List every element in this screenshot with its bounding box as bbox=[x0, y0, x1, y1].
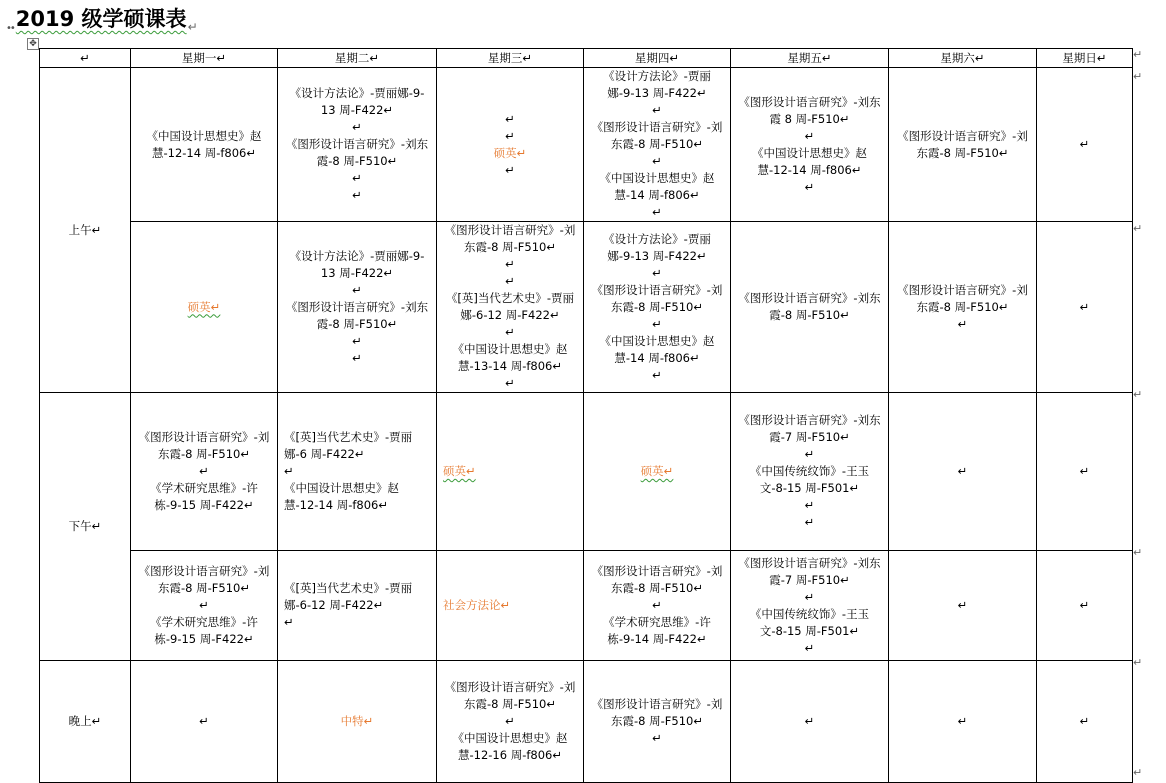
cell-line: ↵ bbox=[804, 515, 815, 529]
cell-morning2-saturday bbox=[889, 222, 1037, 393]
cell-line: 社会方法论↵ bbox=[443, 598, 511, 612]
cell-line: ↵ bbox=[352, 171, 362, 185]
cell-line: ↵ bbox=[804, 179, 815, 194]
cell-line: 《中国传统纹饰》-王玉文-8-15 周-F501↵ bbox=[749, 606, 870, 638]
period-morning: 上午↵ bbox=[40, 68, 131, 393]
cell-evening-friday bbox=[731, 661, 889, 783]
cell-line: ↵ bbox=[957, 316, 968, 331]
cell-line: 《中国设计思想史》赵慧-13-14 周-f806↵ bbox=[452, 342, 568, 373]
cell-afternoon2-friday bbox=[731, 551, 889, 661]
cell-afternoon1-friday bbox=[731, 393, 889, 551]
cell-line: 《图形设计语言研究》-刘东霞-8 周-F510↵ bbox=[138, 430, 270, 461]
cell-line: 《图形设计语言研究》-刘东霞-8 周-F510↵ bbox=[444, 680, 576, 711]
cell-line: ↵ bbox=[505, 162, 515, 177]
header-sunday: 星期日↵ bbox=[1037, 49, 1133, 68]
row-end-mark: ↵ bbox=[1133, 546, 1143, 559]
cell-afternoon2-wednesday bbox=[437, 551, 584, 661]
cell-line: 《[英]当代艺术史》-贾丽娜-6-12 周-F422↵ bbox=[284, 581, 413, 612]
cell-line: 《图形设计语言研究》-刘东霞-8 周-F510↵ bbox=[897, 282, 1028, 314]
paragraph-mark-dots: •• bbox=[6, 23, 14, 34]
cell-line: ↵ bbox=[1079, 464, 1090, 478]
cell-line: ↵ bbox=[199, 598, 209, 612]
cell-line: 《[英]当代艺术史》-贾丽娜-6-12 周-F422↵ bbox=[445, 291, 575, 322]
cell-morning1-thursday bbox=[584, 68, 731, 222]
cell-evening-tuesday bbox=[278, 661, 437, 783]
period-afternoon: 下午↵ bbox=[40, 393, 131, 661]
cell-line: ↵ bbox=[284, 615, 294, 629]
cell-afternoon1-wednesday bbox=[437, 393, 584, 551]
cell-line: 《图形设计语言研究》-刘东霞-8 周-F510↵ bbox=[591, 564, 723, 595]
cell-line: 硕英↵ bbox=[187, 299, 221, 314]
cell-line: 《中国设计思想史》赵慧-14 周-f806↵ bbox=[599, 333, 715, 365]
cell-line: ↵ bbox=[652, 316, 662, 331]
cell-line: ↵ bbox=[352, 282, 362, 297]
cell-evening-thursday bbox=[584, 661, 731, 783]
header-thursday: 星期四↵ bbox=[584, 49, 731, 68]
cell-line: ↵ bbox=[957, 598, 968, 612]
header-saturday: 星期六↵ bbox=[889, 49, 1037, 68]
header-monday: 星期一↵ bbox=[131, 49, 278, 68]
cell-line: 《中国设计思想史》赵慧-14 周-f806↵ bbox=[599, 171, 715, 202]
cell-line: ↵ bbox=[505, 128, 515, 143]
cell-line: ↵ bbox=[652, 598, 662, 612]
cell-morning1-wednesday bbox=[437, 68, 584, 222]
cell-line: ↵ bbox=[957, 464, 968, 478]
cell-afternoon2-sunday bbox=[1037, 551, 1133, 661]
cell-morning1-friday bbox=[731, 68, 889, 222]
row-end-mark: ↵ bbox=[1133, 222, 1143, 235]
cell-line: 《设计方法论》-贾丽娜-9-13 周-F422↵ bbox=[289, 86, 425, 117]
page-title: 2019 级学硕课表 bbox=[15, 7, 187, 31]
cell-line: ↵ bbox=[505, 325, 515, 339]
cell-afternoon2-monday bbox=[131, 551, 278, 661]
cell-line: ↵ bbox=[804, 128, 815, 143]
cell-line: 《中国传统纹饰》-王玉文-8-15 周-F501↵ bbox=[749, 464, 870, 495]
cell-evening-saturday bbox=[889, 661, 1037, 783]
cell-line: ↵ bbox=[652, 731, 662, 745]
cell-evening-wednesday bbox=[437, 661, 584, 783]
cell-evening-monday bbox=[131, 661, 278, 783]
cell-line: ↵ bbox=[1079, 299, 1090, 314]
cell-line: ↵ bbox=[652, 205, 662, 219]
cell-line: 《学术研究思维》-许栋-9-15 周-F422↵ bbox=[150, 481, 258, 512]
cell-afternoon1-tuesday bbox=[278, 393, 437, 551]
cell-line: 《图形设计语言研究》-刘东霞-8 周-F510↵ bbox=[285, 137, 429, 168]
header-corner: ↵ bbox=[40, 49, 131, 68]
cell-line: 《图形设计语言研究》-刘东霞-8 周-F510↵ bbox=[738, 291, 881, 322]
cell-line: 硕英↵ bbox=[640, 464, 674, 478]
cell-afternoon1-saturday bbox=[889, 393, 1037, 551]
cell-line: 《图形设计语言研究》-刘东霞-8 周-F510↵ bbox=[591, 697, 723, 728]
cell-morning1-tuesday bbox=[278, 68, 437, 222]
row-end-mark: ↵ bbox=[1133, 766, 1143, 779]
cell-line: 《设计方法论》-贾丽娜-9-13 周-F422↵ bbox=[603, 69, 711, 100]
cell-line: ↵ bbox=[352, 188, 362, 202]
cell-line: 《中国设计思想史》赵慧-12-14 周-f806↵ bbox=[284, 481, 399, 512]
cell-line: 《图形设计语言研究》-刘东霞-7 周-F510↵ bbox=[738, 413, 881, 444]
cell-line: 《图形设计语言研究》-刘东霞-8 周-F510↵ bbox=[285, 299, 429, 331]
cell-line: ↵ bbox=[804, 714, 815, 728]
cell-afternoon1-thursday bbox=[584, 393, 731, 551]
cell-line: ↵ bbox=[505, 714, 515, 728]
cell-line: ↵ bbox=[1079, 137, 1090, 151]
cell-line: ↵ bbox=[284, 464, 294, 478]
cell-line: ↵ bbox=[1079, 598, 1090, 612]
cell-line: 《设计方法论》-贾丽娜-9-13 周-F422↵ bbox=[289, 248, 425, 280]
cell-morning2-tuesday bbox=[278, 222, 437, 393]
cell-afternoon2-saturday bbox=[889, 551, 1037, 661]
row-end-mark: ↵ bbox=[1133, 48, 1143, 61]
period-evening: 晚上↵ bbox=[40, 661, 131, 783]
cell-line: 《设计方法论》-贾丽娜-9-13 周-F422↵ bbox=[603, 231, 711, 263]
cell-line: ↵ bbox=[352, 120, 362, 134]
cell-line: 硕英↵ bbox=[493, 145, 527, 160]
row-end-mark: ↵ bbox=[1133, 388, 1143, 401]
cell-afternoon1-sunday bbox=[1037, 393, 1133, 551]
cell-line: ↵ bbox=[804, 447, 815, 461]
cell-morning2-wednesday bbox=[437, 222, 584, 393]
cell-line: ↵ bbox=[505, 111, 515, 126]
cell-line: 《学术研究思维》-许栋-9-14 周-F422↵ bbox=[603, 615, 711, 646]
cell-line: 《图形设计语言研究》-刘东霞-8 周-F510↵ bbox=[138, 564, 270, 595]
cell-line: ↵ bbox=[652, 103, 662, 117]
cell-line: 《图形设计语言研究》-刘东霞-7 周-F510↵ bbox=[738, 555, 881, 587]
schedule-table bbox=[39, 48, 1133, 783]
row-end-mark: ↵ bbox=[1133, 656, 1143, 669]
cell-line: 《中国设计思想史》赵慧-12-14 周-f806↵ bbox=[146, 128, 262, 160]
cell-morning2-friday bbox=[731, 222, 889, 393]
cell-line: ↵ bbox=[352, 333, 362, 348]
cell-line: ↵ bbox=[652, 367, 662, 382]
cell-morning2-thursday bbox=[584, 222, 731, 393]
cell-line: 《学术研究思维》-许栋-9-15 周-F422↵ bbox=[150, 615, 258, 646]
cell-line: ↵ bbox=[505, 257, 515, 271]
cell-morning1-sunday bbox=[1037, 68, 1133, 222]
cell-afternoon2-tuesday bbox=[278, 551, 437, 661]
cell-line: ↵ bbox=[505, 274, 515, 288]
cell-line: ↵ bbox=[804, 498, 815, 512]
cell-line: 《中国设计思想史》赵慧-12-14 周-f806↵ bbox=[752, 145, 867, 177]
table-move-handle-icon[interactable]: ✥ bbox=[27, 38, 39, 50]
title-row bbox=[6, 0, 198, 34]
cell-line: 《[英]当代艺术史》-贾丽娜-6 周-F422↵ bbox=[284, 430, 413, 461]
header-wednesday: 星期三↵ bbox=[437, 49, 584, 68]
cell-line: ↵ bbox=[804, 589, 815, 604]
cell-line: 《图形设计语言研究》-刘东霞-8 周-F510↵ bbox=[444, 223, 576, 254]
cell-line: 《图形设计语言研究》-刘东霞-8 周-F510↵ bbox=[591, 282, 723, 314]
cell-line: 《图形设计语言研究》-刘东霞-8 周-F510↵ bbox=[591, 120, 723, 151]
cell-evening-sunday bbox=[1037, 661, 1133, 783]
cell-line: ↵ bbox=[652, 265, 662, 280]
row-end-mark: ↵ bbox=[1133, 70, 1143, 83]
cell-morning1-saturday bbox=[889, 68, 1037, 222]
header-tuesday: 星期二↵ bbox=[278, 49, 437, 68]
cell-line: ↵ bbox=[804, 640, 815, 655]
cell-line: 《中国设计思想史》赵慧-12-16 周-f806↵ bbox=[452, 731, 568, 762]
cell-line: ↵ bbox=[199, 714, 209, 728]
header-friday: 星期五↵ bbox=[731, 49, 889, 68]
cell-morning2-monday bbox=[131, 222, 278, 393]
cell-line: ↵ bbox=[505, 376, 515, 390]
cell-morning2-sunday bbox=[1037, 222, 1133, 393]
cell-morning1-monday bbox=[131, 68, 278, 222]
cell-line: 《图形设计语言研究》-刘东霞-8 周-F510↵ bbox=[897, 128, 1028, 160]
cell-line: 中特↵ bbox=[340, 714, 374, 728]
cell-line: ↵ bbox=[652, 154, 662, 168]
cell-line: 《图形设计语言研究》-刘东霞 8 周-F510↵ bbox=[738, 94, 881, 126]
cell-line: ↵ bbox=[352, 350, 362, 365]
cell-afternoon2-thursday bbox=[584, 551, 731, 661]
cell-line: ↵ bbox=[1079, 714, 1090, 728]
cell-line: 硕英↵ bbox=[443, 464, 476, 478]
cell-afternoon1-monday bbox=[131, 393, 278, 551]
cell-line: ↵ bbox=[957, 714, 968, 728]
cell-line: ↵ bbox=[199, 464, 209, 478]
paragraph-mark: ↵ bbox=[187, 20, 198, 34]
